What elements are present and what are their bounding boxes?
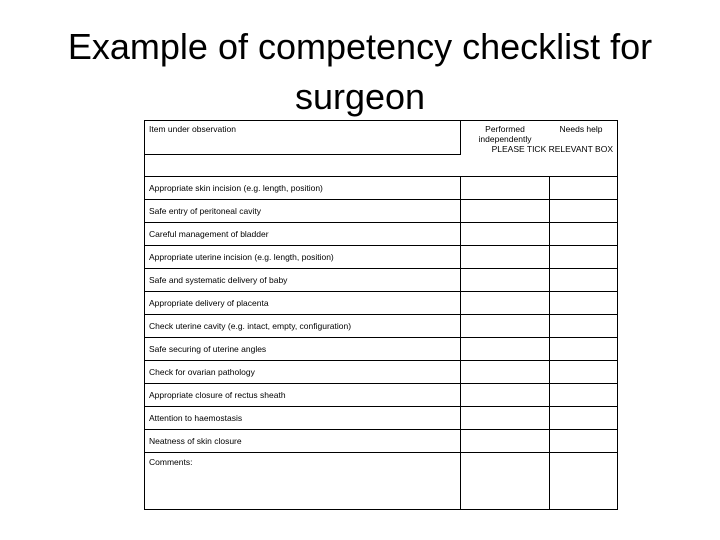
performed-independently-tick-box[interactable] <box>461 314 550 337</box>
comments-performed-cell <box>461 452 550 509</box>
checklist-row <box>145 406 618 429</box>
checklist-item-label: Safe securing of uterine angles <box>145 337 461 360</box>
checklist-row <box>145 360 618 383</box>
header-needs-help: Needs help <box>559 124 603 134</box>
needs-help-tick-box[interactable] <box>550 314 618 337</box>
table-header-row <box>145 121 618 155</box>
needs-help-tick-box[interactable] <box>550 222 618 245</box>
comments-row <box>145 452 618 509</box>
checklist-row <box>145 429 618 452</box>
checklist-item-label: Appropriate delivery of placenta <box>145 291 461 314</box>
header-item-under-observation: Item under observation <box>145 121 461 155</box>
header-tick-instruction: PLEASE TICK RELEVANT BOX <box>491 144 614 154</box>
comments-help-cell <box>550 452 618 509</box>
performed-independently-tick-box[interactable] <box>461 291 550 314</box>
table-spacer-row <box>145 154 618 176</box>
performed-independently-tick-box[interactable] <box>461 222 550 245</box>
checklist-item-label: Appropriate skin incision (e.g. length, position) <box>145 176 461 199</box>
needs-help-tick-box[interactable] <box>550 176 618 199</box>
performed-independently-tick-box[interactable] <box>461 429 550 452</box>
checklist-row <box>145 222 618 245</box>
checklist-row <box>145 245 618 268</box>
checklist-item-label: Check uterine cavity (e.g. intact, empty, configuration) <box>145 314 461 337</box>
checklist-row <box>145 176 618 199</box>
needs-help-tick-box[interactable] <box>550 245 618 268</box>
checklist-item-label: Attention to haemostasis <box>145 406 461 429</box>
spacer-cell <box>145 154 618 176</box>
checklist-item-label: Neatness of skin closure <box>145 429 461 452</box>
slide-title <box>30 22 690 122</box>
performed-independently-tick-box[interactable] <box>461 245 550 268</box>
needs-help-tick-box[interactable] <box>550 291 618 314</box>
checklist-row <box>145 383 618 406</box>
comments-label[interactable]: Comments: <box>145 452 461 509</box>
performed-independently-tick-box[interactable] <box>461 199 550 222</box>
competency-checklist-table <box>144 120 618 510</box>
needs-help-tick-box[interactable] <box>550 337 618 360</box>
checklist-item-label: Safe entry of peritoneal cavity <box>145 199 461 222</box>
checklist-item-label: Appropriate uterine incision (e.g. length, position) <box>145 245 461 268</box>
needs-help-tick-box[interactable] <box>550 406 618 429</box>
needs-help-tick-box[interactable] <box>550 383 618 406</box>
needs-help-tick-box[interactable] <box>550 268 618 291</box>
performed-independently-tick-box[interactable] <box>461 383 550 406</box>
performed-independently-tick-box[interactable] <box>461 337 550 360</box>
checklist-item-label: Safe and systematic delivery of baby <box>145 268 461 291</box>
checklist-item-label: Check for ovarian pathology <box>145 360 461 383</box>
slide-title-line-1: Example of competency checklist for <box>67 26 653 67</box>
checklist-row <box>145 314 618 337</box>
checklist-item-label: Careful management of bladder <box>145 222 461 245</box>
needs-help-tick-box[interactable] <box>550 360 618 383</box>
performed-independently-tick-box[interactable] <box>461 360 550 383</box>
performed-independently-tick-box[interactable] <box>461 268 550 291</box>
header-performed-independently: Performed independently <box>478 124 532 144</box>
slide-title-line-2: surgeon <box>294 76 426 117</box>
checklist-row <box>145 268 618 291</box>
performed-independently-tick-box[interactable] <box>461 176 550 199</box>
needs-help-tick-box[interactable] <box>550 199 618 222</box>
needs-help-tick-box[interactable] <box>550 429 618 452</box>
checklist-row <box>145 337 618 360</box>
checklist-item-label: Appropriate closure of rectus sheath <box>145 383 461 406</box>
header-tick-boxes <box>461 121 618 155</box>
checklist-row <box>145 199 618 222</box>
performed-independently-tick-box[interactable] <box>461 406 550 429</box>
checklist-row <box>145 291 618 314</box>
